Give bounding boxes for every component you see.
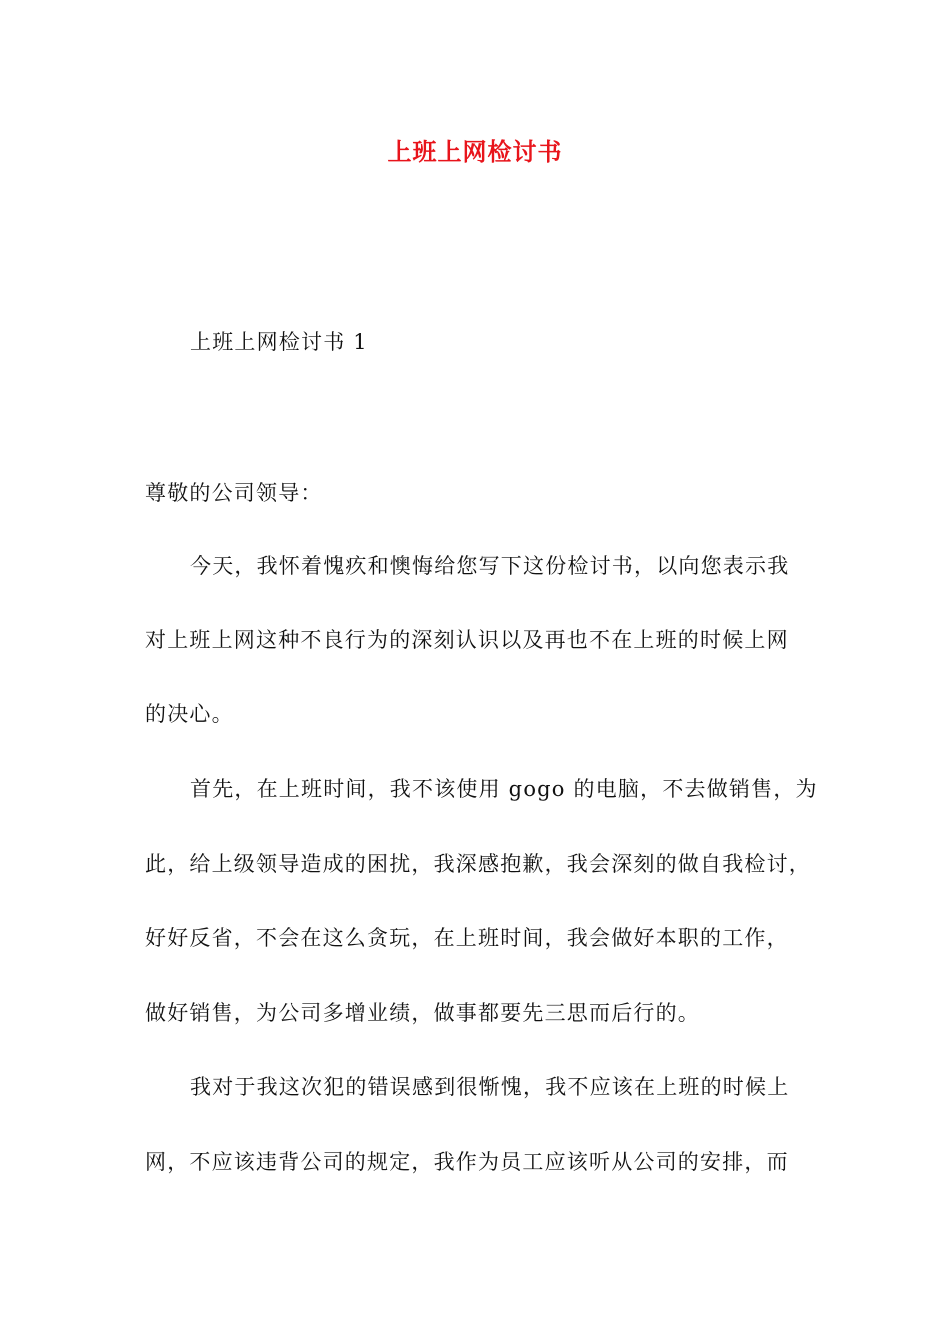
paragraph-line: 好好反省，不会在这么贪玩，在上班时间，我会做好本职的工作， [145, 926, 789, 950]
document-title: 上班上网检讨书 [387, 137, 563, 166]
paragraph-line: 我对于我这次犯的错误感到很惭愧，我不应该在上班的时候上 [190, 1075, 790, 1099]
paragraph-line: 的决心。 [145, 702, 234, 726]
paragraph-line: 此，给上级领导造成的困扰，我深感抱歉，我会深刻的做自我检讨， [145, 852, 811, 876]
paragraph-line: 对上班上网这种不良行为的深刻认识以及再也不在上班的时候上网 [145, 628, 789, 652]
paragraph-line: 首先，在上班时间，我不该使用 gogo 的电脑，不去做销售，为 [190, 777, 818, 801]
document-subtitle: 上班上网检讨书 1 [190, 330, 368, 354]
paragraph-line: 今天，我怀着愧疚和懊悔给您写下这份检讨书，以向您表示我 [190, 554, 790, 578]
paragraph-line: 做好销售，为公司多增业绩，做事都要先三思而后行的。 [145, 1001, 700, 1025]
salutation: 尊敬的公司领导： [145, 481, 323, 505]
paragraph-line: 网，不应该违背公司的规定，我作为员工应该听从公司的安排，而 [145, 1150, 789, 1174]
